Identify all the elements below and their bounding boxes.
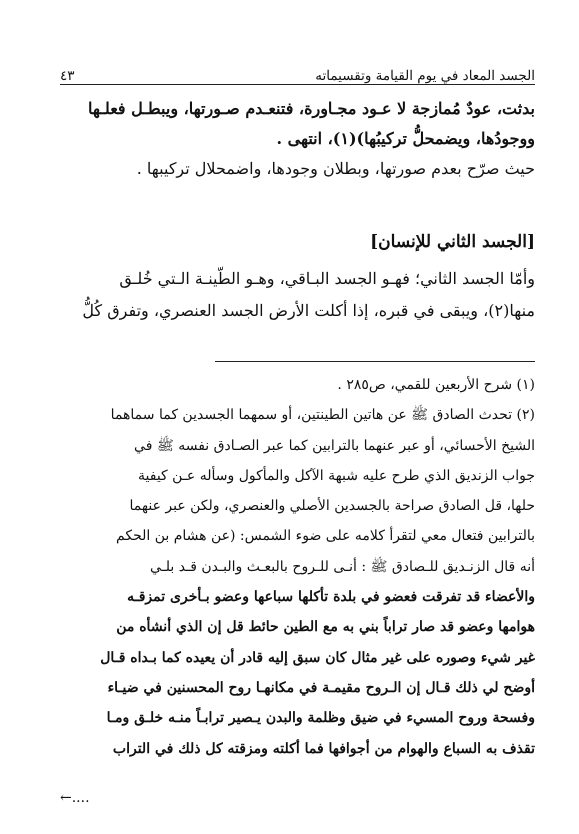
footnote-line: حلها، قل الصادق صراحة بالجسدين الأصلي والعنصري، ولكن عبر عنهما [129,498,535,515]
footnote-line: تقذف به السباع والهوام من أجوافها فما أكلته ومزقته كل ذلك في التراب [112,740,535,757]
section-text [50,263,535,327]
footnote-line: بالترابين فتعال معي لتقرأ كلامه على ضوء الشمس: (عن هشام بن الحكم [116,528,535,545]
header-title: الجسد المعاد في يوم القيامة وتقسيماته [315,68,535,84]
footnote-divider [215,361,535,362]
footnote-line: (٢) تحدث الصادق ﷺ عن هاتين الطينتين، أو سمهما الجسدين كما سماهما [110,407,535,424]
footnote-line: أنه قال الزنـديق للـصادق ﷺ : أنـى للـروح بالبعـث والبـدن قـد بلـي [150,558,535,575]
main-text [50,94,535,184]
text-line: وأمّا الجسد الثاني؛ فهـو الجسد البـاقي، وهـو الطّينـة الـتي خُلـق [119,269,535,288]
footnote-line: وفسحة وروح المسيء في ضيق وظلمة والبدن يـصير ترابـاً منـه خلـق ومـا [106,710,535,727]
footnote-line: الشيخ الأحسائي، أو عبر عنهما بالترابين كما عبر الصـادق نفسه ﷺ في [134,437,535,454]
footnote-line: جواب الزنديق الذي طرح عليه شبهة الآكل والمأكول وسأله عـن كيفية [138,467,535,484]
page-number: ٤٣ [60,68,75,84]
footnote-line: أوضح لي ذلك قـال إن الـروح مقيمـة في مكانهـا روح المحسنين في ضيـاء [107,679,535,696]
section-heading: [الجسد الثاني للإنسان] [370,232,535,252]
running-header [60,62,535,85]
footnote-line: هوامها وعضو قد صار تراباً بني به مع الطين حائط قل إن الذي أنشأه من [116,619,535,636]
text-line: حيث صرّح بعدم صورتها، وبطلان وجودها، واضمحلال تركيبها . [136,159,535,178]
footnote-line: غير شيء وصوره على غير مثال كان سبق إليه قادر أن يعيده كما بـداه قـال [100,649,535,666]
footnote-line: والأعضاء قد تفرقت فعضو في بلدة تأكلها سباعها وعضو بـأخرى تمزقـه [127,589,535,606]
text-line: بدثت، عودٌ مُمازجة لا عـود مجـاورة، فتنعـدم صـورتها، ويبطـل فعلـها [87,99,535,118]
footnote-line: (١) شرح الأربعين للقمي، ص٢٨٥ . [337,377,535,393]
footnotes [50,370,535,764]
text-line: ووجودُها، ويضمحلُّ تركيبُها)(١)، انتهى . [276,129,535,148]
text-line: منها(٢)، ويبقى في قبره، إذا أكلت الأرض الجسد العنصري، وتفرق كُلُّ [82,301,535,320]
continuation-arrow: ←.... [60,790,90,806]
